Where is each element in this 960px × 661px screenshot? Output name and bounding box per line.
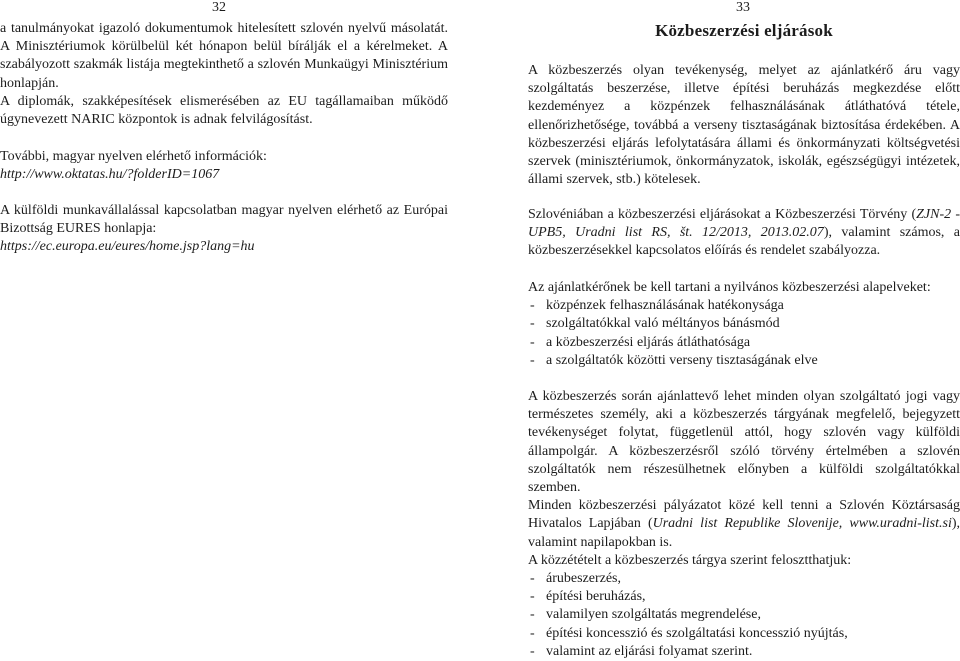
principles-intro: Az ajánlatkérőnek be kell tartani a nyilvános közbeszerzési alapelveket: [528,280,931,295]
categories-intro: A közzétételt a közbeszerzés tárgya szerint felosztthatjuk: [528,552,852,568]
left-paragraph-4-text [0,202,448,257]
page-number-right: 33 [736,0,750,15]
left-paragraph-4 [0,202,448,257]
page-number-left: 32 [212,0,226,15]
law-text-before: Szlovéniában a közbeszerzési eljárásokat a Közbeszerzési Törvény ( [528,207,917,222]
category-item: - valamint az eljárási folyamat szerint. [528,643,960,661]
oktatas-link[interactable]: http://www.oktatas.hu/?folderID=1067 [0,167,220,183]
law-reference: ZJN-2 - UPB5, Uradni list RS, št. 12/2013, 2013.02.07 [528,207,960,241]
publication-text-after: ), valamint napilapokban is. [528,516,960,550]
publication-paragraph [528,497,960,552]
category-item: - építési koncesszió és szolgáltatási koncesszió nyújtás, [528,625,960,643]
category-item: - árubeszerzés, [528,570,960,588]
principle-item: - közpénzek felhasználásának hatékonysága [528,297,960,315]
left-paragraph-3 [0,148,448,184]
info-label: További, magyar nyelven elérhető információk: [0,149,267,164]
principle-item: - a közbeszerzési eljárás átláthatósága [528,334,960,352]
eures-label: A külföldi munkavállalással kapcsolatban magyar nyelven elérhető az Európai Bizottság EURES honlapja: [0,203,448,237]
left-paragraph-2-text: A diplomák, szakképesítések elismerésében az EU tagállamaiban működő úgynevezett NARIC központok is adnak felvilágosítást. [0,94,448,128]
left-paragraph-2 [0,93,448,129]
left-paragraph-1 [0,20,448,93]
page-title: Közbeszerzési eljárások [655,21,833,40]
right-paragraph-4 [528,388,960,661]
right-paragraph-1-text: A közbeszerzés olyan tevékenység, melyet az ajánlatkérő áru vagy szolgáltatás beszerzése, illetve építési beruházás megkezdése előtt kezdeményez a közpénzek felhasználásának átláthatóvá tétele, ellenőrizhetősége, továbbá a verseny tisztaságának biztosítása érdekében. A közbeszerzési eljárás lefolytatására állami és önkormányzati költségvetési szervek (minisztériumok, önkormányzatok, iskolák, egészségügyi intézetek, állami szervek, stb.) kötelesek. [528,63,960,188]
eures-link[interactable]: https://ec.europa.eu/eures/home.jsp?lang=hu [0,239,255,255]
principles-section [528,279,960,370]
category-item: - valamilyen szolgáltatás megrendelése, [528,606,960,624]
principle-item: - szolgáltatókkal való méltányos bánásmód [528,315,960,333]
right-paragraph-2 [528,206,960,261]
bidder-paragraph: A közbeszerzés során ajánlattevő lehet minden olyan szolgáltató jogi vagy természetes személy, aki a közbeszerzés tárgyának megfelelő, bejegyzett tevékenységet folytat, függetlenül attól, hogy szlovén vagy külföldi állampolgár. A közbeszerzésről szóló törvény értelmében a szlovén szolgáltatók nem részesülhetnek előnyben a külföldi szolgáltatókkal szemben. [528,389,960,496]
law-text-after: ), valamint számos, a közbeszerzésekkel kapcsolatos előírás és rendelet szabályozza. [528,225,960,259]
right-paragraph-2-text [528,206,960,261]
left-paragraph-3-text [0,148,448,184]
principle-item: - a szolgáltatók közötti verseny tisztaságának elve [528,352,960,370]
official-gazette-reference[interactable]: Uradni list Republike Slovenije, www.uradni-list.si [652,516,952,532]
right-paragraph-1 [528,62,960,189]
publication-text-before: Minden közbeszerzési pályázatot közé kell tenni a Szlovén Köztársaság Hivatalos Lapjában ( [528,498,960,532]
left-paragraph-1-text: a tanulmányokat igazoló dokumentumok hitelesített szlovén nyelvű másolatát. A Minisztériumok körülbelül két hónapon belül bírálják el a kérelmeket. A szabályozott szakmák listája megtekinthető a szlovén Munkaügyi Minisztérium honlapján. [0,21,448,91]
category-item: - építési beruházás, [528,588,960,606]
